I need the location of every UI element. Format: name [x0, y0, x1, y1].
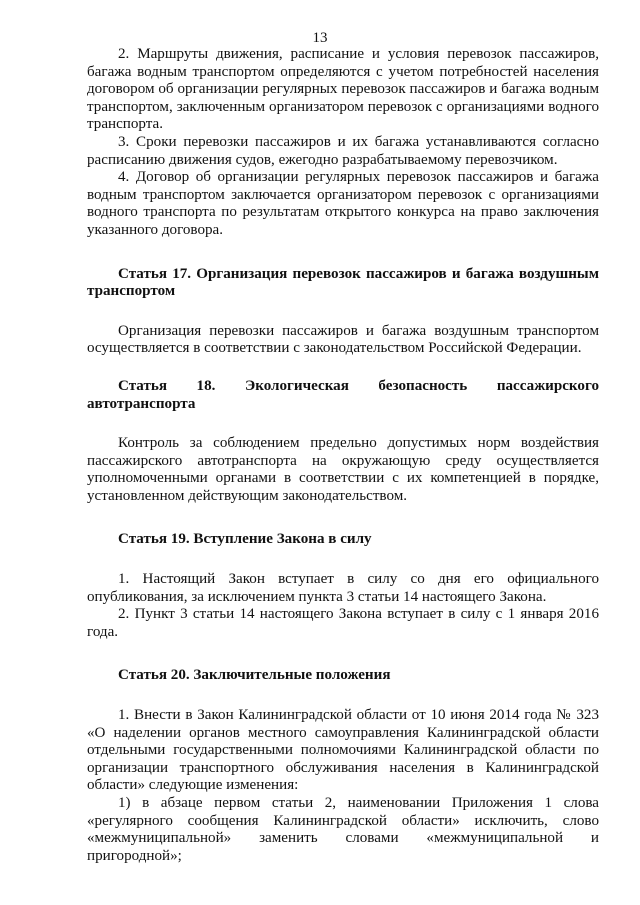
heading-article18: Статья 18. Экологическая безопасность пассажирского автотранспорта — [87, 377, 599, 412]
paragraph-article18: Контроль за соблюдением предельно допустимых норм воздействия пассажирского автотранспорта на окружающую среду осуществляется уполномоченными органами в соответствии с их компетенцией в порядке, установленном действующим законодательством. — [87, 435, 599, 504]
spacer — [87, 240, 599, 266]
paragraph-article20-item1: 1. Внести в Закон Калининградской области от 10 июня 2014 года № 323 «О наделении органов местного самоуправления Калининградской области отдельными государственными полномочиями Калининградской области по организации транспортного обслуживания населения в Калининградской области» следующие изменения: — [87, 707, 599, 794]
spacer — [87, 641, 599, 667]
heading-article19: Статья 19. Вступление Закона в силу — [118, 531, 372, 548]
paragraph-article20-subitem1: 1) в абзаце первом статьи 2, наименовании Приложения 1 слова «регулярного сообщения Калининградской области» исключить, слово «межмуниципальной» заменить словами «межмуниципальной и пригородной»; — [87, 795, 599, 864]
spacer — [87, 301, 599, 323]
paragraph-article16-item2: 2. Маршруты движения, расписание и условия перевозок пассажиров, багажа водным транспортом определяются с учетом потребностей населения договором об организации регулярных перевозок пассажиров и багажа водным транспортом, заключенным организатором перевозок с организациями водного транспорта. — [87, 46, 599, 133]
paragraph-article17: Организация перевозки пассажиров и багажа воздушным транспортом осуществляется в соответствии с законодательством Российской Федерации. — [87, 322, 599, 357]
heading-article20: Статья 20. Заключительные положения — [118, 667, 391, 684]
spacer — [87, 505, 599, 531]
page-number: 13 — [312, 30, 328, 46]
spacer — [87, 685, 599, 707]
paragraph-article16-item4: 4. Договор об организации регулярных перевозок пассажиров и багажа водным транспортом заключается организатором перевозок с организациями водного транспорта по результатам открытого конкурса на право заключения указанного договора. — [87, 169, 599, 238]
spacer — [87, 413, 599, 435]
paragraph-article19-item2: 2. Пункт 3 статьи 14 настоящего Закона вступает в силу с 1 января 2016 года. — [87, 606, 599, 640]
paragraph-article19-item1: 1. Настоящий Закон вступает в силу со дня его официального опубликования, за исключением пункта 3 статьи 14 настоящего Закона. — [87, 571, 599, 605]
spacer — [87, 549, 599, 571]
paragraph-article16-item3: 3. Сроки перевозки пассажиров и их багажа устанавливаются согласно расписанию движения судов, ежегодно разрабатываемому перевозчиком. — [87, 133, 599, 168]
heading-article17: Статья 17. Организация перевозок пассажиров и багажа воздушным транспортом — [87, 265, 599, 300]
document-body — [87, 46, 599, 865]
spacer — [87, 358, 599, 378]
